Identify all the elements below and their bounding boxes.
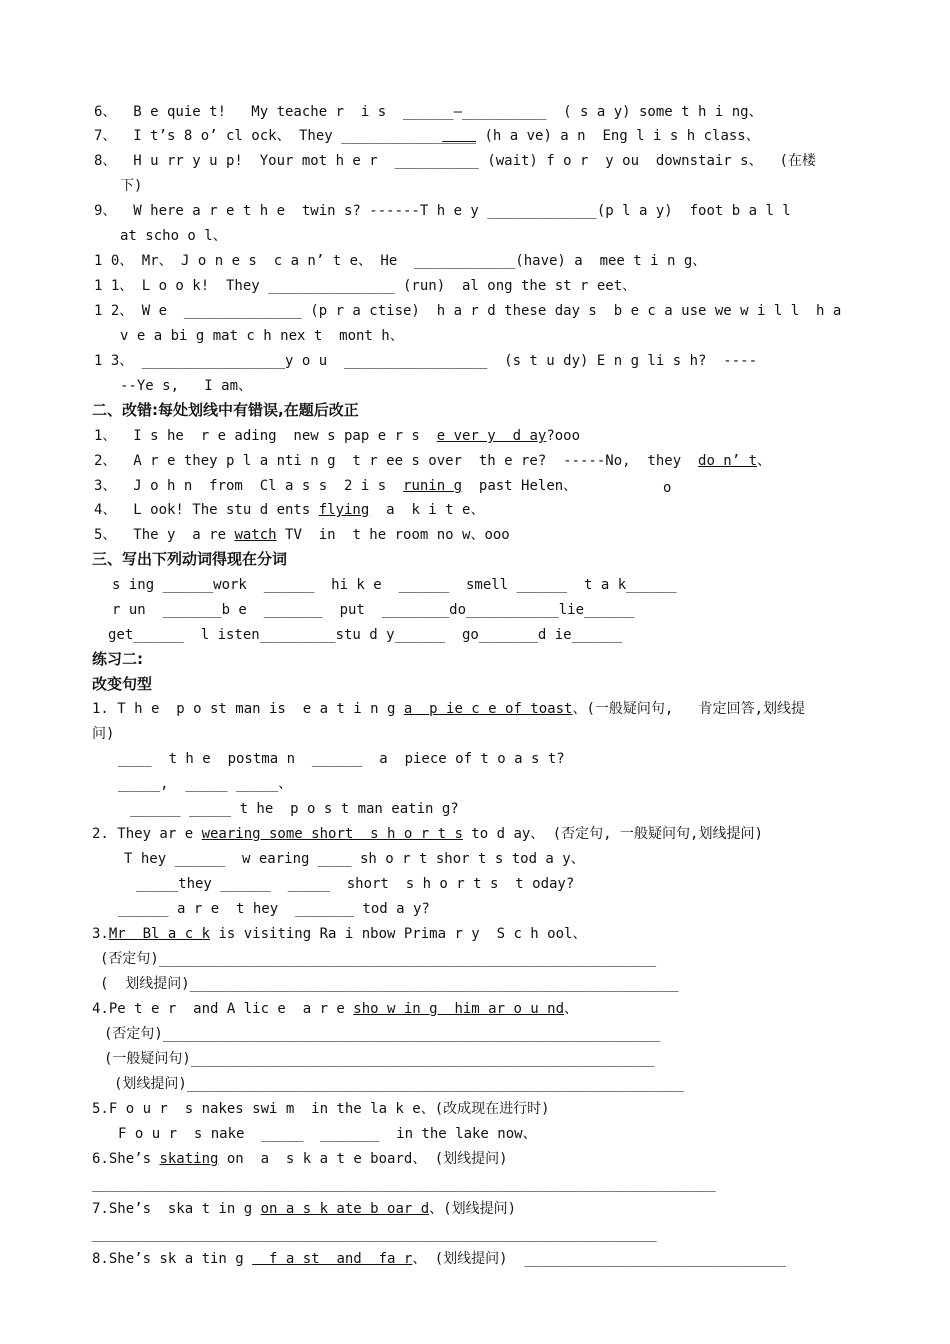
transform-6-answer-1: __________________________________________________________________________ (92, 1176, 716, 1192)
exercise-line-7-tail: (h a ve) a n Eng l i s h class、 (476, 128, 760, 144)
transform-2-instruction: to d ay、 (否定句, 一般疑问句,划线提问) (462, 826, 763, 842)
transform-2-answer-1: T hey ______ w earing ____ sh o r t shor t s tod a y、 (124, 851, 585, 867)
transform-7-underlined: on a s k ate b oar d (260, 1201, 430, 1217)
transform-3 (92, 925, 586, 943)
exercise-line-12: 1 2、 W e ______________ (p r a ctise) h a r d these day s b e c a use we w i l l h a (94, 303, 842, 319)
correction-4-tail: a k i t e、 (369, 502, 485, 518)
transform-7-text: 7.She’s ska t in g (92, 1201, 261, 1217)
correction-5-tail: TV in t he room no w、ooo (276, 527, 510, 543)
correction-3-underlined: runin g (403, 478, 463, 494)
transform-1-instruction: 、(一般疑问句, 肯定回答,划线提 (572, 701, 806, 717)
correction-4-text: 4、 L ook! The stu d ents (94, 502, 319, 518)
transform-4-answer-1: (否定句)___________________________________________________________ (104, 1026, 661, 1042)
transform-6-tail: on a s k a t e board、 (划线提问) (218, 1151, 508, 1167)
transform-2-answer-2: _____they ______ _____ short s h o r t s t oday? (136, 876, 575, 892)
transform-7-tail: 、(划线提问) (429, 1201, 517, 1217)
transform-1-answer-1: ____ t h e postma n ______ a piece of t o a s t? (118, 751, 565, 767)
transform-3-underlined: Mr Bl a c k (108, 926, 211, 942)
transform-1-answer-3: ______ _____ t he p o s t man eatin g? (130, 801, 459, 817)
correction-3-text: 3、 J o h n from Cl a s s 2 i s (94, 478, 404, 494)
correction-4 (94, 501, 484, 519)
practice2-subheading: 改变句型 (92, 675, 153, 693)
correction-1-text: 1、 I s he r e ading new s pap e r s (94, 428, 437, 444)
transform-4-tail: 、 (564, 1001, 579, 1017)
transform-3-answer-2: ( 划线提问)__________________________________________________________ (100, 976, 679, 992)
transform-8-text: 8.She’s sk a tin g (92, 1251, 253, 1267)
exercise-line-7-text: 7、 I t’s 8 o’ cl ock、 They ____________ (94, 128, 443, 144)
transform-5-answer-1: F o u r s nake _____ _______ in the lake now、 (118, 1126, 537, 1142)
practice2-heading: 练习二: (92, 650, 143, 668)
transform-1-underlined: a p ie c e of toast (403, 701, 573, 717)
correction-3-tail: past Helen、 (462, 478, 578, 494)
correction-5-text: 5、 The y a re (94, 527, 235, 543)
transform-6 (92, 1150, 508, 1168)
exercise-line-6: 6、 B e quie t! My teache r i s ______—__________ ( s a y) some t h i ng、 (94, 104, 763, 120)
exercise-line-13-cont: --Ye s, I am、 (120, 378, 253, 394)
exercise-line-9-cont: at scho o l、 (120, 228, 227, 244)
transform-2-answer-3: ______ a r e t hey _______ tod a y? (118, 901, 430, 917)
transform-6-text: 6.She’s (92, 1151, 160, 1167)
correction-2 (94, 452, 771, 470)
transform-1-text: 1. T h e p o st man is e a t i n g (92, 701, 404, 717)
correction-2-underlined: do n’ t (698, 453, 758, 469)
transform-2-underlined: wearing some short s h o r t s (201, 826, 463, 842)
correction-1-underlined: e ver y d ay (436, 428, 547, 444)
transform-4-underlined: sho w in g him ar o u nd (353, 1001, 565, 1017)
transform-4 (92, 1000, 578, 1018)
transform-3-answer-1: (否定句)___________________________________________________________ (100, 951, 657, 967)
correction-3-mark: o (663, 480, 672, 496)
correction-1 (94, 427, 580, 445)
transform-7-answer-1: ___________________________________________________________________ (92, 1226, 657, 1242)
exercise-line-7 (94, 127, 760, 145)
verb-row-2: r un _______b e _______ put ________do___________lie______ (112, 602, 635, 618)
transform-8-tail: 、 (划线提问) _______________________________ (412, 1251, 786, 1267)
verb-row-1: s ing ______work ______ hi k e ______ smell ______ t a k______ (112, 577, 677, 593)
exercise-line-11: 1 1、 L o o k! They _______________ (run) al ong the st r eet、 (94, 278, 637, 294)
transform-2-text: 2. They ar e (92, 826, 202, 842)
transform-7 (92, 1200, 516, 1218)
transform-8-underlined: f a st and fa r (252, 1251, 413, 1267)
transform-5: 5.F o u r s nakes swi m in the la k e、(改成现在进行时) (92, 1101, 550, 1117)
transform-4-text: 4.Pe t e r and A lic e a r e (92, 1001, 354, 1017)
section2-heading: 二、改错:每处划线中有错误,在题后改正 (92, 401, 359, 419)
section3-heading: 三、写出下列动词得现在分词 (92, 550, 288, 568)
correction-5-underlined: watch (234, 527, 277, 543)
transform-1 (92, 700, 805, 718)
transform-3-number: 3. (92, 926, 109, 942)
transform-1-cont: 问) (92, 726, 115, 742)
correction-2-tail: 、 (757, 453, 772, 469)
transform-4-answer-2: (一般疑问句)_______________________________________________________ (104, 1051, 655, 1067)
exercise-line-7-blank: ____ (442, 128, 477, 144)
correction-4-underlined: flying (318, 502, 370, 518)
exercise-line-8: 8、 H u rr y u p! Your mot h e r __________ (wait) f o r y ou downstair s、 (在楼 (94, 153, 816, 169)
transform-8 (92, 1250, 786, 1268)
exercise-line-13: 1 3、 _________________y o u _________________ (s t u dy) E n g li s h? ---- (94, 353, 758, 369)
verb-row-3: get______ l isten_________stu d y______ go_______d ie______ (108, 627, 623, 643)
transform-6-underlined: skating (159, 1151, 219, 1167)
exercise-line-9: 9、 W here a r e t h e twin s? ------T h e y _____________(p l a y) foot b a l l (94, 203, 791, 219)
exercise-line-8-cont: 下) (120, 178, 143, 194)
correction-1-tail: ?ooo (546, 428, 581, 444)
correction-3 (94, 477, 577, 495)
transform-3-text: is visiting Ra i nbow Prima r y S c h ool、 (210, 926, 587, 942)
transform-2 (92, 825, 763, 843)
correction-2-text: 2、 A r e they p l a nti n g t r ee s over th e re? -----No, they (94, 453, 699, 469)
correction-5 (94, 526, 510, 544)
exercise-line-10: 1 0、 Mr、 J o n e s c a n’ t e、 He ____________(have) a mee t i n g、 (94, 253, 707, 269)
transform-4-answer-3: (划线提问)___________________________________________________________ (114, 1076, 685, 1092)
transform-1-answer-2: _____, _____ _____、 (118, 776, 293, 792)
exercise-line-12-cont: v e a bi g mat c h nex t mont h、 (120, 328, 404, 344)
